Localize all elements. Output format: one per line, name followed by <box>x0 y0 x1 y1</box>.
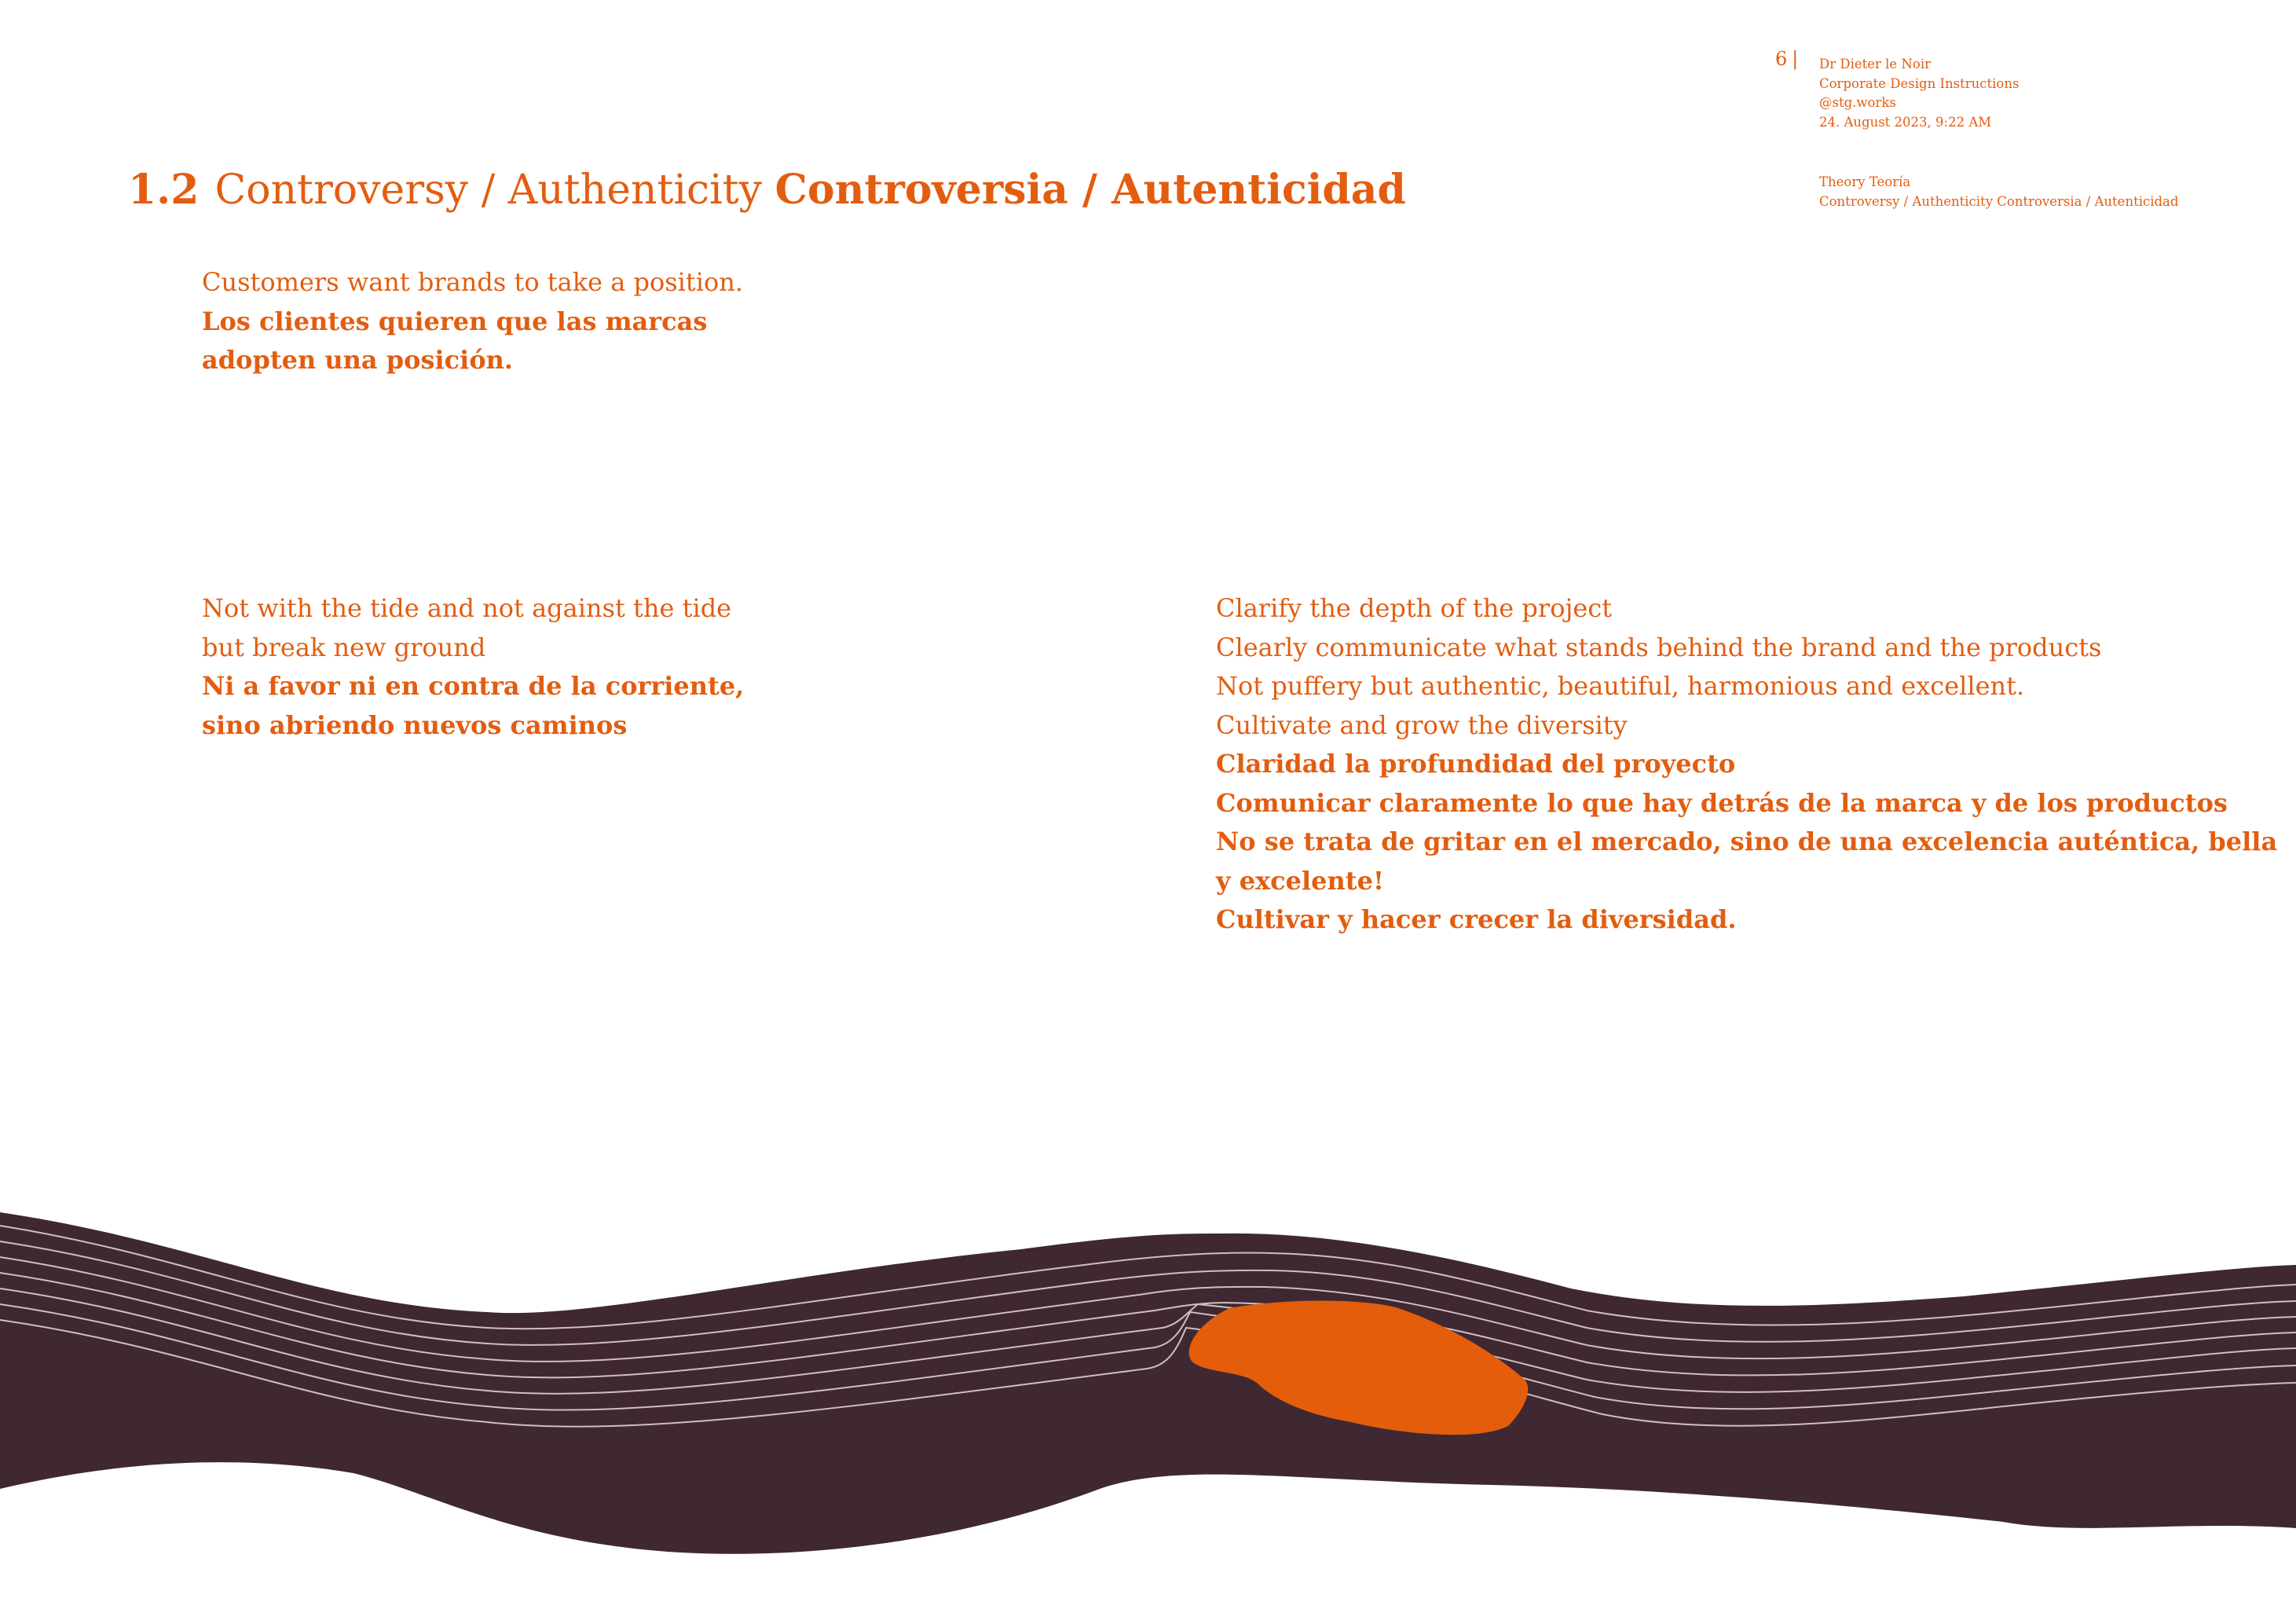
page-number <box>1775 47 1798 71</box>
text-block-depth <box>1216 589 2277 940</box>
page-number-separator: | <box>1792 48 1799 70</box>
block1-en-line: Customers want brands to take a position. <box>202 267 743 297</box>
meta-date: 24. August 2023, 9:22 AM <box>1819 114 1992 130</box>
section-number: 1.2 <box>128 166 200 214</box>
text-block-position <box>202 263 743 380</box>
block3-es-line: y excelente! <box>1216 865 1384 896</box>
title-spanish: Controversia / Autenticidad <box>774 166 1406 214</box>
meta-author: Dr Dieter le Noir <box>1819 57 1931 71</box>
block2-es-line: sino abriendo nuevos caminos <box>202 709 628 740</box>
block3-en-line: Not puffery but authentic, beautiful, harmonious and excellent. <box>1216 671 2025 701</box>
page-number-value: 6 <box>1775 48 1788 70</box>
block1-es-line: adopten una posición. <box>202 345 514 375</box>
title-english: Controversy / Authenticity <box>214 167 763 214</box>
page-title <box>128 162 1406 218</box>
block3-en-line: Clarify the depth of the project <box>1216 593 1613 623</box>
meta-chapter: Theory Teoría <box>1819 174 1911 189</box>
meta-handle: @stg.works <box>1819 95 1896 110</box>
block3-en-line: Clearly communicate what stands behind the brand and the products <box>1216 632 2102 662</box>
document-meta <box>1819 55 2019 132</box>
meta-document-title: Corporate Design Instructions <box>1819 75 2020 91</box>
block2-es-line: Ni a favor ni en contra de la corriente, <box>202 671 745 701</box>
block3-es-line: Comunicar claramente lo que hay detrás de la marca y de los productos <box>1216 787 2228 818</box>
block2-en-line: Not with the tide and not against the tide <box>202 593 732 623</box>
meta-section: Controversy / Authenticity Controversia / Autenticidad <box>1819 193 2179 209</box>
block3-es-line: No se trata de gritar en el mercado, sino de una excelencia auténtica, bella <box>1216 827 2278 856</box>
block3-es-line: Claridad la profundidad del proyecto <box>1216 749 1736 779</box>
river-illustration <box>0 1179 2296 1571</box>
block3-en-line: Cultivate and grow the diversity <box>1216 709 1628 740</box>
block3-es-line: Cultivar y hacer crecer la diversidad. <box>1216 904 1737 934</box>
section-meta <box>1819 173 2178 211</box>
block1-es-line: Los clientes quieren que las marcas <box>202 306 708 336</box>
block2-en-line: but break new ground <box>202 632 486 662</box>
text-block-tide <box>202 589 744 745</box>
